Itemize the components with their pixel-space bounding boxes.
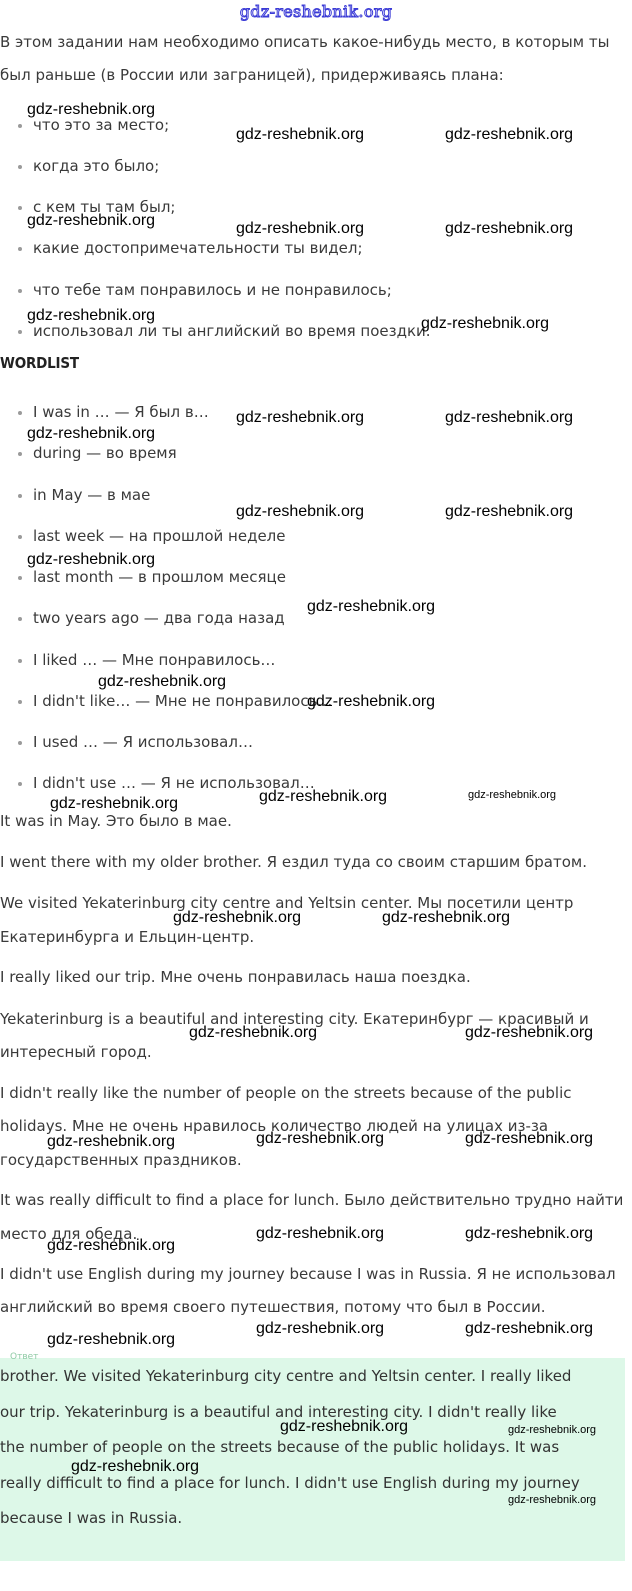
watermark: gdz-reshebnik.org bbox=[71, 1458, 200, 1475]
watermark: gdz-reshebnik.org bbox=[508, 1424, 597, 1436]
watermark: gdz-reshebnik.org bbox=[236, 220, 365, 237]
plan-item: какие достопримечательности ты видел; bbox=[33, 239, 363, 257]
watermark: gdz-reshebnik.org bbox=[98, 673, 227, 690]
plan-item: использовал ли ты английский во время поездки. bbox=[33, 322, 431, 340]
watermark: gdz-reshebnik.org bbox=[47, 1237, 176, 1254]
wordlist-item: in May — в мае bbox=[33, 486, 151, 504]
answer-line: our trip. Yekaterinburg is a beautiful and interesting city. I didn't really like bbox=[0, 1403, 557, 1421]
watermark: gdz-reshebnik.org bbox=[259, 788, 388, 805]
answer-line: brother. We visited Yekaterinburg city centre and Yeltsin center. I really liked bbox=[0, 1367, 572, 1385]
watermark: gdz-reshebnik.org bbox=[27, 425, 156, 442]
sentence-line: I went there with my older brother. Я ездил туда со своим старшим братом. bbox=[0, 853, 587, 871]
wordlist-heading: WORDLIST bbox=[0, 354, 79, 372]
wordlist-item: I was in … — Я был в… bbox=[33, 403, 209, 421]
watermark: gdz-reshebnik.org bbox=[508, 1494, 597, 1506]
watermark: gdz-reshebnik.org bbox=[236, 409, 365, 426]
watermark: gdz-reshebnik.org bbox=[280, 1418, 409, 1435]
answer-label: Ответ bbox=[10, 1352, 39, 1362]
sentence-line: I didn't use English during my journey because I was in Russia. Я не использовал bbox=[0, 1265, 616, 1283]
wordlist-item: two years ago — два года назад bbox=[33, 609, 285, 627]
sentence-line: I really liked our trip. Мне очень понравилась наша поездка. bbox=[0, 968, 471, 986]
watermark: gdz-reshebnik.org bbox=[256, 1130, 385, 1147]
wordlist-item: I didn't use … — Я не использовал… bbox=[33, 774, 315, 792]
watermark: gdz-reshebnik.org bbox=[382, 909, 511, 926]
wordlist-item: last week — на прошлой неделе bbox=[33, 527, 286, 545]
watermark: gdz-reshebnik.org bbox=[236, 126, 365, 143]
sentence-line: We visited Yekaterinburg city centre and Yeltsin center. Мы посетили центр bbox=[0, 894, 574, 912]
plan-item: когда это было; bbox=[33, 157, 160, 175]
watermark: gdz-reshebnik.org bbox=[189, 1024, 318, 1041]
watermark: gdz-reshebnik.org bbox=[468, 789, 557, 801]
intro-line-1: В этом задании нам необходимо описать какое-нибудь место, в которым ты bbox=[0, 33, 610, 51]
watermark: gdz-reshebnik.org bbox=[465, 1320, 594, 1337]
watermark: gdz-reshebnik.org bbox=[307, 598, 436, 615]
sentence-line: Екатеринбурга и Ельцин-центр. bbox=[0, 928, 255, 946]
answer-line: because I was in Russia. bbox=[0, 1509, 183, 1527]
wordlist-item: during — во время bbox=[33, 444, 177, 462]
plan-item: с кем ты там был; bbox=[33, 198, 176, 216]
watermark: gdz-reshebnik.org bbox=[27, 551, 156, 568]
sentence-line: интересный город. bbox=[0, 1043, 152, 1061]
watermark: gdz-reshebnik.org bbox=[47, 1133, 176, 1150]
watermark: gdz-reshebnik.org bbox=[421, 315, 550, 332]
sentence-line: Yekaterinburg is a beautiful and interesting city. Екатеринбург — красивый и bbox=[0, 1010, 589, 1028]
wordlist-item: I didn't like… — Мне не понравилось… bbox=[33, 692, 333, 710]
wordlist-item: I liked … — Мне понравилось… bbox=[33, 651, 276, 669]
answer-line: really difficult to find a place for lunch. I didn't use English during my journey bbox=[0, 1474, 580, 1492]
answer-line: the number of people on the streets because of the public holidays. It was bbox=[0, 1438, 560, 1456]
watermark: gdz-reshebnik.org bbox=[465, 1130, 594, 1147]
watermark: gdz-reshebnik.org bbox=[173, 909, 302, 926]
sentence-line: It was really difficult to find a place for lunch. Было действительно трудно найти bbox=[0, 1191, 624, 1209]
site-title[interactable]: gdz-reshebnik.org bbox=[239, 2, 393, 21]
watermark: gdz-reshebnik.org bbox=[50, 795, 179, 812]
watermark: gdz-reshebnik.org bbox=[465, 1225, 594, 1242]
sentence-line: английский во время своего путешествия, потому что был в России. bbox=[0, 1298, 546, 1316]
wordlist-item: last month — в прошлом месяце bbox=[33, 568, 286, 586]
plan-item: что тебе там понравилось и не понравилось; bbox=[33, 281, 392, 299]
watermark: gdz-reshebnik.org bbox=[256, 1320, 385, 1337]
watermark: gdz-reshebnik.org bbox=[256, 1225, 385, 1242]
watermark: gdz-reshebnik.org bbox=[47, 1331, 176, 1348]
watermark: gdz-reshebnik.org bbox=[236, 503, 365, 520]
watermark: gdz-reshebnik.org bbox=[445, 220, 574, 237]
sentence-line: I didn't really like the number of people on the streets because of the public bbox=[0, 1084, 572, 1102]
watermark: gdz-reshebnik.org bbox=[27, 307, 156, 324]
sentence-line: holidays. Мне не очень нравилось количество людей на улицах из-за bbox=[0, 1117, 549, 1135]
intro-line-2: был раньше (в России или заграницей), придерживаясь плана: bbox=[0, 66, 504, 84]
sentence-line: It was in May. Это было в мае. bbox=[0, 812, 232, 830]
sentence-line: место для обеда. bbox=[0, 1225, 138, 1243]
watermark: gdz-reshebnik.org bbox=[445, 126, 574, 143]
watermark: gdz-reshebnik.org bbox=[307, 693, 436, 710]
plan-item: что это за место; bbox=[33, 116, 170, 134]
wordlist-item: I used … — Я использовал… bbox=[33, 733, 253, 751]
watermark: gdz-reshebnik.org bbox=[465, 1024, 594, 1041]
watermark: gdz-reshebnik.org bbox=[27, 101, 156, 118]
watermark: gdz-reshebnik.org bbox=[445, 503, 574, 520]
watermark: gdz-reshebnik.org bbox=[27, 212, 156, 229]
sentence-line: государственных праздников. bbox=[0, 1151, 242, 1169]
watermark: gdz-reshebnik.org bbox=[445, 409, 574, 426]
